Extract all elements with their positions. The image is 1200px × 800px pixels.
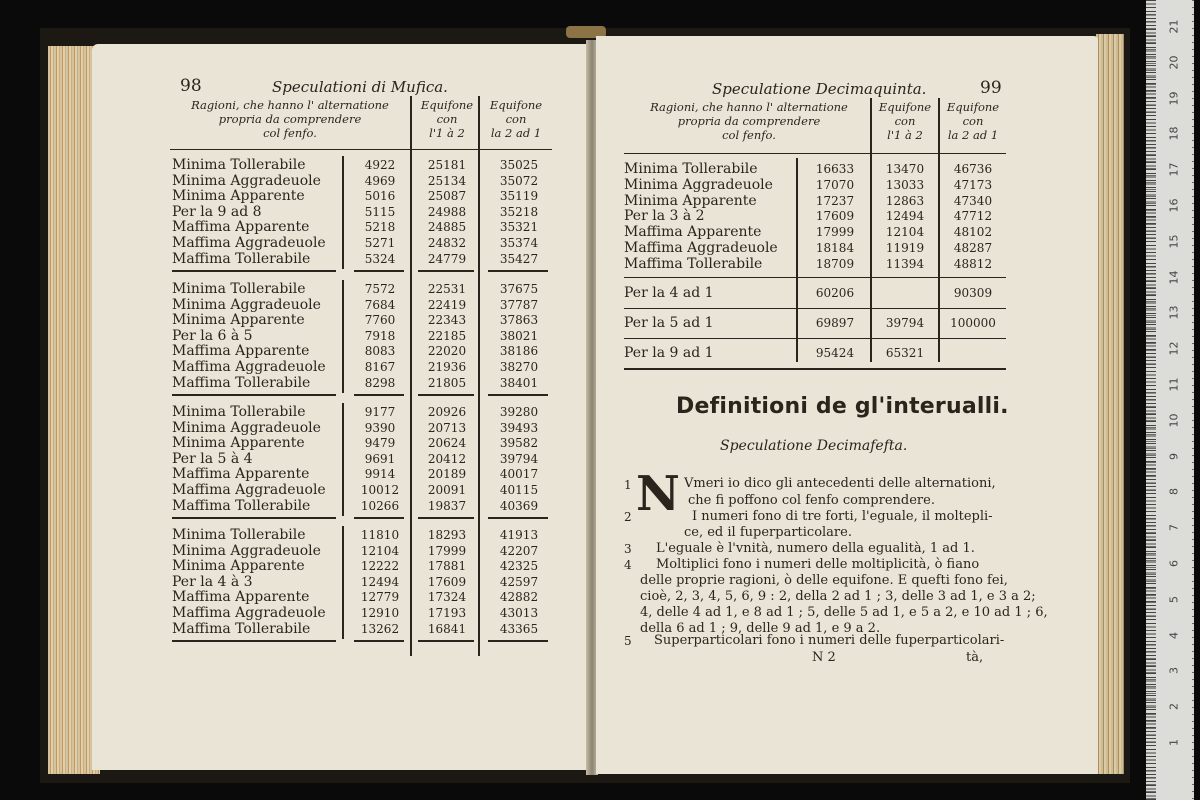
left-header-col2 bbox=[480, 98, 552, 140]
ruler-number: 7 bbox=[1167, 524, 1181, 532]
table-cell: 12779 bbox=[360, 590, 400, 605]
table-cell: 9914 bbox=[364, 467, 396, 482]
table-cell: 5271 bbox=[364, 236, 396, 250]
table-cell: 40115 bbox=[499, 483, 539, 497]
table-cell: 47340 bbox=[953, 193, 993, 208]
section-subtitle: Speculatione Decimafefta. bbox=[720, 438, 908, 454]
table-cell: 24988 bbox=[427, 204, 467, 219]
paragraph-line-5: L'eguale è l'vnità, numero della egualità, 1 ad 1. bbox=[656, 541, 975, 556]
left-header-col2-line1: Equifone bbox=[489, 98, 543, 112]
table-cell: 48102 bbox=[953, 225, 993, 240]
table-row-name: Minima Tollerabile bbox=[172, 281, 306, 297]
table-cell: 95424 bbox=[815, 346, 855, 360]
measuring-ruler bbox=[1146, 0, 1194, 800]
table-cell: 9691 bbox=[364, 451, 396, 466]
table-row-name: Maffima Tollerabile bbox=[172, 620, 311, 637]
table-cell: 22020 bbox=[427, 344, 467, 359]
left-table-rule bbox=[418, 270, 474, 272]
table-cell: 24779 bbox=[427, 251, 467, 266]
table-row-name: Maffima Apparente bbox=[624, 224, 762, 241]
right-header-col1-line3: l'1 à 2 bbox=[887, 128, 923, 142]
right-table-rule bbox=[624, 153, 1006, 154]
table-row-name: Per la 9 ad 8 bbox=[172, 203, 262, 220]
table-cell: 7918 bbox=[364, 328, 396, 343]
table-cell: 42325 bbox=[499, 559, 539, 574]
right-table-divider bbox=[796, 158, 798, 362]
ruler-number: 19 bbox=[1167, 91, 1181, 106]
ruler-ticks bbox=[1146, 0, 1156, 800]
right-header-col1-line2: con bbox=[894, 114, 916, 128]
ruler-number: 9 bbox=[1167, 452, 1181, 460]
table-cell: 11919 bbox=[885, 241, 925, 255]
table-row-name: Minima Apparente bbox=[172, 188, 305, 205]
table-cell: 41913 bbox=[499, 528, 539, 542]
ruler-number: 21 bbox=[1167, 19, 1181, 34]
table-cell: 39582 bbox=[499, 436, 539, 451]
ruler-number: 16 bbox=[1167, 198, 1181, 213]
table-row-name: Minima Aggradeuole bbox=[172, 542, 321, 559]
paragraph-line-9: 4, delle 4 ad 1, e 8 ad 1 ; 5, delle 5 ad 1, e 5 a 2, e 10 ad 1 ; 6, bbox=[640, 605, 1048, 620]
table-cell: 8083 bbox=[364, 344, 396, 359]
table-cell: 16633 bbox=[815, 162, 855, 176]
table-cell: 12104 bbox=[360, 543, 400, 558]
left-header-col2-line3: la 2 ad 1 bbox=[490, 126, 542, 140]
table-cell: 90309 bbox=[953, 286, 993, 300]
left-table-rule bbox=[354, 394, 404, 396]
ruler-number: 14 bbox=[1167, 270, 1181, 285]
table-cell: 37787 bbox=[499, 297, 539, 312]
right-table-rule bbox=[624, 277, 1006, 278]
right-table-rule bbox=[624, 368, 1006, 370]
table-row-name: Minima Apparente bbox=[624, 192, 757, 209]
ruler-number: 13 bbox=[1167, 305, 1181, 320]
table-cell: 18293 bbox=[427, 528, 467, 542]
table-cell: 39794 bbox=[499, 451, 539, 466]
table-cell: 20189 bbox=[427, 467, 467, 482]
table-cell: 17881 bbox=[427, 559, 467, 574]
table-row-name: Per la 5 à 4 bbox=[172, 450, 253, 467]
section-title: Definitioni de gl'interualli. bbox=[676, 394, 1009, 419]
ruler-number: 20 bbox=[1167, 55, 1181, 70]
table-cell: 12494 bbox=[885, 209, 925, 224]
right-header-ragioni-line1: Ragioni, che hanno l' alternatione bbox=[650, 100, 848, 114]
table-row-name: Minima Aggradeuole bbox=[172, 419, 321, 436]
table-row-name: Minima Aggradeuole bbox=[172, 296, 321, 313]
ruler-number: 4 bbox=[1167, 631, 1181, 639]
left-header-col1-line3: l'1 à 2 bbox=[429, 126, 465, 140]
right-header-col2 bbox=[940, 100, 1006, 142]
table-cell: 4969 bbox=[364, 173, 396, 188]
table-cell: 43365 bbox=[499, 621, 539, 636]
margin-number-5: 5 bbox=[624, 634, 632, 648]
table-cell: 38186 bbox=[499, 344, 539, 359]
table-cell: 37675 bbox=[499, 282, 539, 296]
table-cell: 20713 bbox=[427, 420, 467, 435]
ruler-number: 5 bbox=[1167, 595, 1181, 603]
table-cell: 38270 bbox=[499, 360, 539, 374]
margin-number-1: 1 bbox=[624, 478, 632, 492]
left-header-ragioni-line1: Ragioni, che hanno l' alternatione bbox=[191, 98, 389, 112]
table-cell: 13033 bbox=[885, 177, 925, 192]
left-table-divider bbox=[342, 156, 344, 269]
table-cell: 35218 bbox=[499, 204, 539, 219]
table-row-name: Minima Aggradeuole bbox=[172, 172, 321, 189]
signature-mark: N 2 bbox=[812, 650, 836, 665]
table-cell: 5218 bbox=[364, 220, 396, 235]
table-cell: 16841 bbox=[427, 621, 467, 636]
table-cell: 12222 bbox=[360, 559, 400, 574]
table-cell: 10012 bbox=[360, 483, 400, 497]
table-cell: 22185 bbox=[427, 328, 467, 343]
table-row-name: Minima Apparente bbox=[172, 435, 305, 452]
table-row-name: Minima Tollerabile bbox=[624, 161, 758, 177]
table-cell: 21805 bbox=[427, 375, 467, 390]
margin-number-3: 3 bbox=[624, 542, 632, 556]
left-table-rule bbox=[418, 640, 474, 642]
table-cell: 20926 bbox=[427, 405, 467, 419]
left-table-divider bbox=[410, 96, 412, 656]
table-cell: 24885 bbox=[427, 220, 467, 235]
ruler-number: 10 bbox=[1167, 413, 1181, 428]
left-table-rule bbox=[170, 149, 552, 150]
table-cell: 47712 bbox=[953, 209, 993, 224]
table-cell: 7572 bbox=[364, 282, 396, 296]
table-row-name: Maffima Aggradeuole bbox=[172, 235, 326, 251]
left-table-rule bbox=[172, 640, 336, 642]
table-row-name: Maffima Aggradeuole bbox=[624, 240, 778, 256]
right-page-number: 99 bbox=[980, 78, 1002, 98]
table-row-name: Maffima Tollerabile bbox=[172, 374, 311, 391]
table-cell: 39493 bbox=[499, 420, 539, 435]
right-table-rule bbox=[624, 308, 1006, 309]
table-cell: 12494 bbox=[360, 574, 400, 589]
margin-number-4: 4 bbox=[624, 558, 632, 572]
table-cell: 4922 bbox=[364, 158, 396, 172]
paragraph-line-11: Superparticolari fono i numeri delle fuperparticolari- bbox=[654, 633, 1005, 648]
table-cell: 35321 bbox=[499, 220, 539, 235]
right-header-ragioni bbox=[626, 100, 872, 142]
table-cell: 7684 bbox=[364, 297, 396, 312]
paragraph-line-7: delle proprie ragioni, ò delle equifone. E quefti fono fei, bbox=[640, 573, 1008, 588]
right-header-col1 bbox=[872, 100, 938, 142]
table-cell: 11394 bbox=[885, 256, 925, 271]
table-cell: 9479 bbox=[364, 436, 396, 451]
left-header-ragioni-line2: propria da comprendere bbox=[218, 112, 362, 126]
left-table-rule bbox=[488, 517, 548, 519]
right-header-ragioni-line2: propria da comprendere bbox=[677, 114, 821, 128]
table-cell: 9390 bbox=[364, 420, 396, 435]
right-fore-edge bbox=[1096, 34, 1124, 774]
paragraph-line-10: della 6 ad 1 ; 9, delle 9 ad 1, e 9 a 2. bbox=[640, 621, 881, 636]
table-cell: 40369 bbox=[499, 498, 539, 513]
ruler-number: 1 bbox=[1167, 739, 1181, 746]
table-row-name: Maffima Tollerabile bbox=[172, 497, 311, 514]
table-row-name: Minima Apparente bbox=[172, 558, 305, 575]
table-cell: 47173 bbox=[953, 177, 993, 192]
table-cell: 35427 bbox=[499, 251, 539, 266]
left-table-rule bbox=[354, 270, 404, 272]
left-table-rule bbox=[418, 394, 474, 396]
table-cell: 100000 bbox=[950, 316, 996, 330]
paragraph-line-4: ce, ed il fuperparticolare. bbox=[684, 525, 852, 540]
table-cell: 8298 bbox=[364, 375, 396, 390]
left-table-rule bbox=[354, 517, 404, 519]
table-cell: 20624 bbox=[427, 436, 467, 451]
table-row-name: Minima Tollerabile bbox=[172, 157, 306, 173]
left-table-rule bbox=[488, 640, 548, 642]
table-cell: 17237 bbox=[815, 193, 855, 208]
left-table-divider bbox=[342, 280, 344, 393]
left-table-rule bbox=[488, 270, 548, 272]
ruler-number: 11 bbox=[1167, 377, 1181, 392]
table-row-name: Maffima Tollerabile bbox=[624, 255, 763, 272]
left-table-rule bbox=[418, 517, 474, 519]
left-table-rule bbox=[172, 517, 336, 519]
table-row-name: Maffima Apparente bbox=[172, 589, 310, 606]
ruler-number: 15 bbox=[1167, 234, 1181, 249]
table-cell: 5324 bbox=[364, 251, 396, 266]
table-cell: 19837 bbox=[427, 498, 467, 513]
table-row-name: Maffima Aggradeuole bbox=[172, 482, 326, 498]
paragraph-line-3: I numeri fono di tre forti, l'eguale, il moltepli- bbox=[692, 509, 993, 524]
left-header-ragioni bbox=[174, 98, 406, 140]
table-cell: 17999 bbox=[427, 543, 467, 558]
table-cell: 8167 bbox=[364, 360, 396, 374]
right-header-col2-line2: con bbox=[962, 114, 984, 128]
table-cell: 25181 bbox=[427, 158, 467, 172]
left-header-col1 bbox=[412, 98, 482, 140]
table-cell: 39794 bbox=[885, 316, 925, 330]
left-header-col2-line2: con bbox=[505, 112, 527, 126]
table-cell: 39280 bbox=[499, 405, 539, 419]
right-running-head: Speculatione Decimaquinta. bbox=[712, 80, 927, 98]
table-cell: 38021 bbox=[499, 328, 539, 343]
table-cell: 60206 bbox=[815, 286, 855, 300]
table-cell: 12863 bbox=[885, 193, 925, 208]
table-row-name: Minima Tollerabile bbox=[172, 404, 306, 420]
table-cell: 46736 bbox=[953, 162, 993, 176]
table-cell: 7760 bbox=[364, 313, 396, 328]
table-cell: 22343 bbox=[427, 313, 467, 328]
table-row-name: Per la 6 à 5 bbox=[172, 327, 253, 344]
table-cell: 5016 bbox=[364, 189, 396, 204]
ruler-number: 2 bbox=[1167, 703, 1181, 711]
right-header-col2-line3: la 2 ad 1 bbox=[947, 128, 999, 142]
table-cell: 35072 bbox=[499, 173, 539, 188]
table-cell: 42882 bbox=[499, 590, 539, 605]
table-row-name: Maffima Aggradeuole bbox=[172, 359, 326, 375]
table-cell: 69897 bbox=[815, 316, 855, 330]
table-cell: 17999 bbox=[815, 225, 855, 240]
table-cell: 13470 bbox=[885, 162, 925, 176]
right-table-rule bbox=[624, 338, 1006, 339]
left-header-ragioni-line3: col fenfo. bbox=[263, 126, 317, 140]
table-cell: 17324 bbox=[427, 590, 467, 605]
table-row-name: Maffima Aggradeuole bbox=[172, 605, 326, 621]
table-cell: 42207 bbox=[499, 543, 539, 558]
left-page-number: 98 bbox=[180, 76, 202, 96]
ruler-number: 6 bbox=[1167, 560, 1181, 567]
table-cell: 24832 bbox=[427, 236, 467, 250]
left-table-rule bbox=[172, 394, 336, 396]
table-row-name: Maffima Apparente bbox=[172, 466, 310, 483]
table-cell: 35374 bbox=[499, 236, 539, 250]
table-cell: 22531 bbox=[427, 282, 467, 296]
table-cell: 25134 bbox=[427, 173, 467, 188]
left-table-divider bbox=[342, 526, 344, 639]
table-cell: 22419 bbox=[427, 297, 467, 312]
table-row-name: Per la 9 ad 1 bbox=[624, 345, 714, 361]
table-cell: 43013 bbox=[499, 606, 539, 620]
table-cell: 48287 bbox=[953, 241, 993, 255]
table-cell: 12104 bbox=[885, 225, 925, 240]
table-cell: 18709 bbox=[815, 256, 855, 271]
table-cell: 20412 bbox=[427, 451, 467, 466]
left-running-head: Speculationi di Mufica. bbox=[272, 78, 448, 96]
left-table-divider bbox=[342, 403, 344, 516]
table-cell: 11810 bbox=[360, 528, 400, 542]
ruler-number: 12 bbox=[1167, 341, 1181, 356]
catchword: tà, bbox=[966, 650, 984, 665]
left-header-col1-line1: Equifone bbox=[420, 98, 474, 112]
ruler-number: 3 bbox=[1167, 667, 1181, 675]
table-cell: 18184 bbox=[815, 241, 855, 255]
right-header-col2-line1: Equifone bbox=[946, 100, 1000, 114]
drop-cap: N bbox=[636, 466, 680, 522]
table-row-name: Maffima Apparente bbox=[172, 343, 310, 360]
paragraph-line-1: Vmeri io dico gli antecedenti delle alternationi, bbox=[684, 476, 996, 491]
left-header-col1-line2: con bbox=[436, 112, 458, 126]
table-row-name: Per la 4 à 3 bbox=[172, 573, 253, 590]
table-cell: 5115 bbox=[364, 204, 396, 219]
table-row-name: Per la 3 à 2 bbox=[624, 208, 705, 225]
right-header-ragioni-line3: col fenfo. bbox=[722, 128, 776, 142]
table-cell: 21936 bbox=[427, 360, 467, 374]
paragraph-line-8: cioè, 2, 3, 4, 5, 6, 9 : 2, della 2 ad 1 ; 3, delle 3 ad 1, e 3 a 2; bbox=[640, 589, 1036, 604]
table-cell: 9177 bbox=[364, 405, 396, 419]
ruler-number: 18 bbox=[1167, 126, 1181, 141]
table-cell: 12910 bbox=[360, 606, 400, 620]
table-cell: 17609 bbox=[427, 574, 467, 589]
table-cell: 42597 bbox=[499, 574, 539, 589]
table-cell: 65321 bbox=[885, 346, 925, 360]
paragraph-line-2: che fi poffono col fenfo comprendere. bbox=[688, 493, 935, 508]
table-row-name: Minima Aggradeuole bbox=[624, 176, 773, 193]
table-cell: 48812 bbox=[953, 256, 993, 271]
ruler-number: 17 bbox=[1167, 162, 1181, 177]
left-table-rule bbox=[488, 394, 548, 396]
margin-number-2: 2 bbox=[624, 510, 632, 524]
table-cell: 17609 bbox=[815, 209, 855, 224]
table-cell: 40017 bbox=[499, 467, 539, 482]
table-row-name: Per la 5 ad 1 bbox=[624, 315, 714, 331]
table-row-name: Minima Apparente bbox=[172, 312, 305, 329]
table-cell: 17193 bbox=[427, 606, 467, 620]
table-row-name: Maffima Apparente bbox=[172, 219, 310, 236]
table-row-name: Minima Tollerabile bbox=[172, 527, 306, 543]
table-cell: 13262 bbox=[360, 621, 400, 636]
left-table-rule bbox=[354, 640, 404, 642]
table-cell: 17070 bbox=[815, 177, 855, 192]
table-cell: 10266 bbox=[360, 498, 400, 513]
paragraph-line-6: Moltiplici fono i numeri delle moltiplicità, ò fiano bbox=[656, 557, 980, 572]
table-cell: 35025 bbox=[499, 158, 539, 172]
table-cell: 37863 bbox=[499, 313, 539, 328]
right-header-col1-line1: Equifone bbox=[878, 100, 932, 114]
ruler-number: 8 bbox=[1167, 488, 1181, 496]
table-row-name: Maffima Tollerabile bbox=[172, 250, 311, 267]
table-cell: 20091 bbox=[427, 483, 467, 497]
table-cell: 25087 bbox=[427, 189, 467, 204]
table-row-name: Per la 4 ad 1 bbox=[624, 285, 714, 301]
left-table-rule bbox=[172, 270, 336, 272]
table-cell: 35119 bbox=[499, 189, 539, 204]
table-cell: 38401 bbox=[499, 375, 539, 390]
